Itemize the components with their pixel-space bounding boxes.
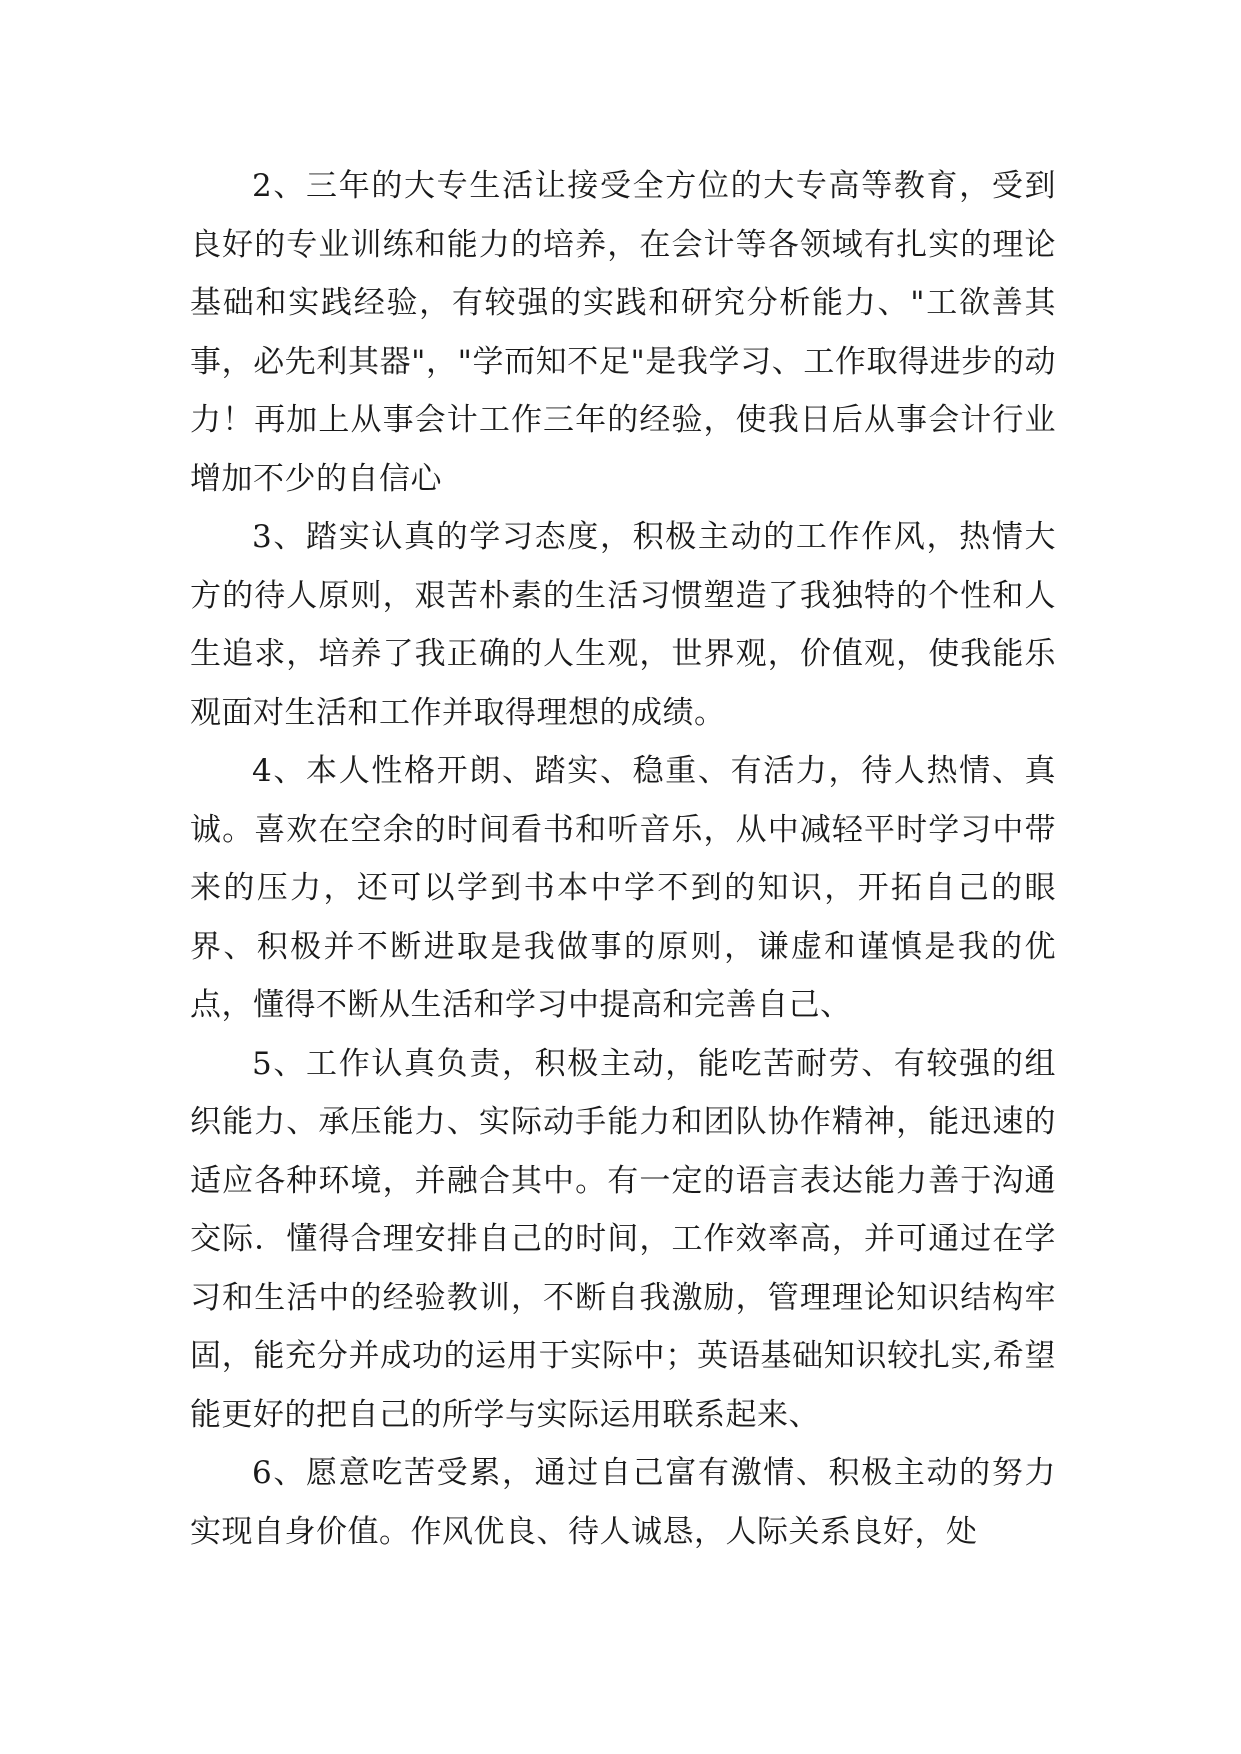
paragraph-6: 6、愿意吃苦受累，通过自己富有激情、积极主动的努力实现自身价值。作风优良、待人诚恳，人际关系良好，处 [190, 1455, 1056, 1550]
paragraph-4: 4、本人性格开朗、踏实、稳重、有活力，待人热情、真诚。喜欢在空余的时间看书和听音乐，从中减轻平时学习中带来的压力，还可以学到书本中学不到的知识，开拓自己的眼界、积极并不断进取是我做事的原则，谦虚和谨慎是我的优点，懂得不断从生活和学习中提高和完善自己、 [190, 753, 1056, 1023]
document-body [190, 157, 1056, 1561]
paragraph-2: 2、三年的大专生活让接受全方位的大专高等教育，受到良好的专业训练和能力的培养，在会计等各领域有扎实的理论基础和实践经验，有较强的实践和研究分析能力、"工欲善其事，必先利其器"，"学而知不足"是我学习、工作取得进步的动力！再加上从事会计工作三年的经验，使我日后从事会计行业增加不少的自信心 [190, 168, 1056, 497]
paragraph-5: 5、工作认真负责，积极主动，能吃苦耐劳、有较强的组织能力、承压能力、实际动手能力和团队协作精神，能迅速的适应各种环境，并融合其中。有一定的语言表达能力善于沟通交际．懂得合理安排自己的时间，工作效率高，并可通过在学习和生活中的经验教训，不断自我激励，管理理论知识结构牢固，能充分并成功的运用于实际中；英语基础知识较扎实,希望能更好的把自己的所学与实际运用联系起来、 [190, 1045, 1056, 1433]
paragraph-3: 3、踏实认真的学习态度，积极主动的工作作风，热情大方的待人原则，艰苦朴素的生活习惯塑造了我独特的个性和人生追求，培养了我正确的人生观，世界观，价值观，使我能乐观面对生活和工作并取得理想的成绩。 [190, 519, 1056, 731]
